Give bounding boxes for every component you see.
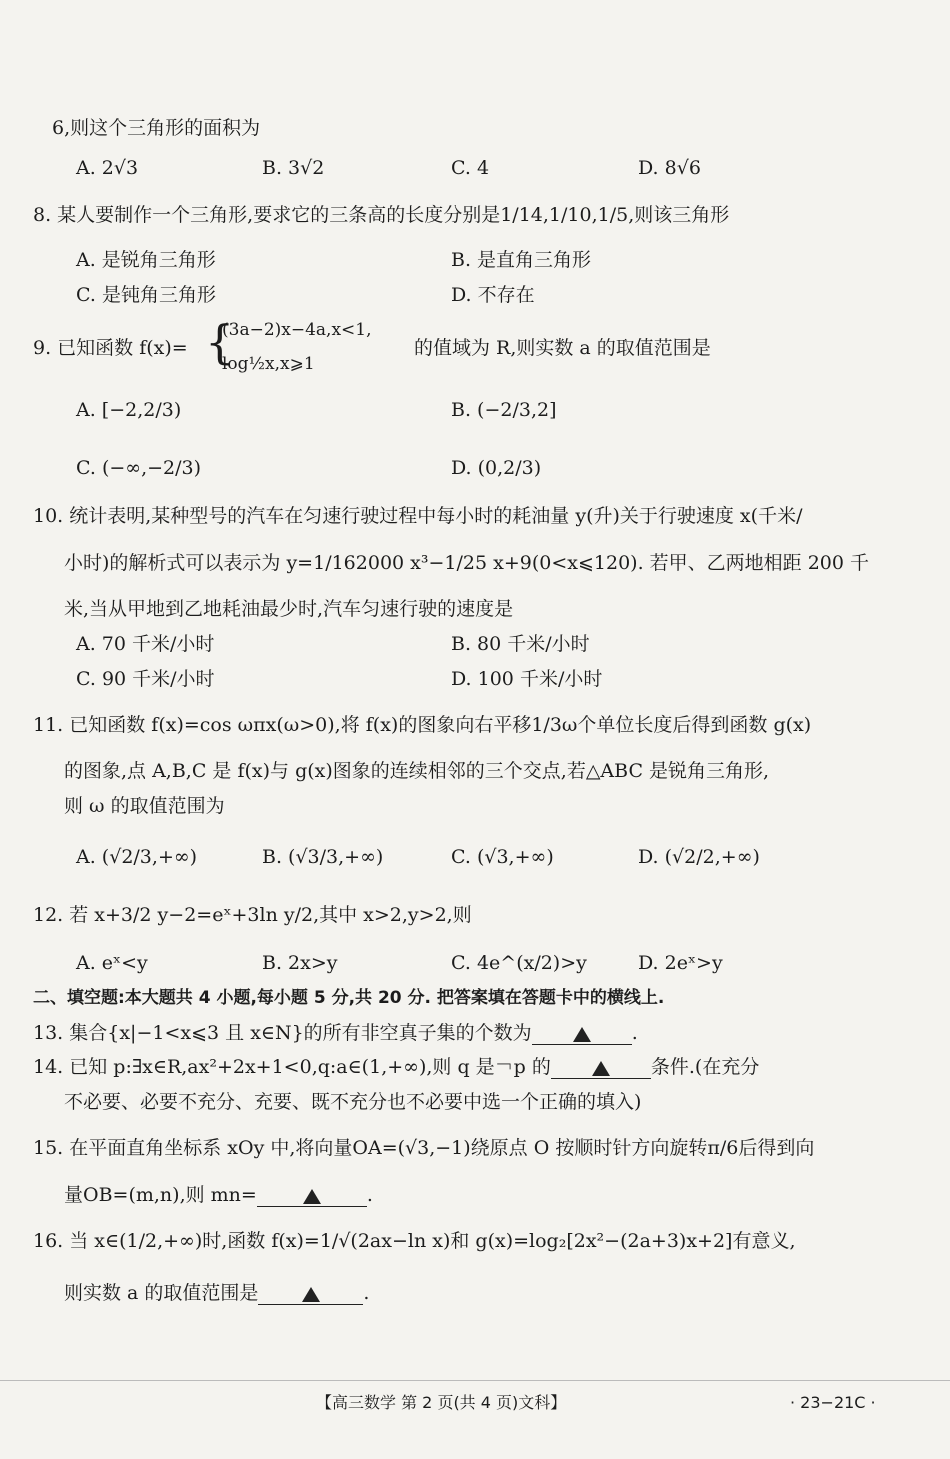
q14-line-1: [33, 1055, 759, 1079]
q15-prefix: 量OB=(m,n),则 mn=: [64, 1184, 257, 1206]
q7-tail-text: 6,则这个三角形的面积为: [52, 117, 261, 139]
q8-option-a: A. 是锐角三角形: [76, 249, 216, 271]
q15-answer-blank: [257, 1186, 367, 1207]
q7-option-a: A. 2√3: [76, 157, 139, 179]
q10-option-b: B. 80 千米/小时: [451, 633, 590, 655]
q14-answer-blank: [551, 1058, 651, 1079]
triangle-icon: [573, 1027, 591, 1042]
q14-prefix: 14. 已知 p:∃x∈R,ax²+2x+1<0,q:a∈(1,+∞),则 q 是￢p 的: [33, 1056, 551, 1078]
q14-suffix: 条件.(在充分: [650, 1056, 760, 1078]
triangle-icon: [303, 1189, 321, 1204]
q14-line-2: 不必要、必要不充分、充要、既不充分也不必要中选一个正确的填入): [64, 1091, 642, 1113]
q9-piece-1: (3a−2)x−4a,x<1,: [222, 320, 372, 340]
q11-line-1: 11. 已知函数 f(x)=cos ωπx(ω>0),将 f(x)的图象向右平移1/3ω个单位长度后得到函数 g(x): [33, 714, 812, 736]
q11-option-a: A. (√2/3,+∞): [76, 846, 198, 868]
q10-line-2: 小时)的解析式可以表示为 y=1/162000 x³−1/25 x+9(0<x⩽120). 若甲、乙两地相距 200 千: [64, 552, 870, 574]
q13-suffix: .: [631, 1022, 638, 1044]
q12-option-a: A. eˣ<y: [76, 952, 148, 974]
q15-suffix: .: [366, 1184, 373, 1206]
triangle-icon: [592, 1061, 610, 1076]
q12-stem: 12. 若 x+3/2 y−2=eˣ+3ln y/2,其中 x>2,y>2,则: [33, 904, 472, 926]
q9-option-d: D. (0,2/3): [451, 457, 542, 479]
q8-stem: 8. 某人要制作一个三角形,要求它的三条高的长度分别是1/14,1/10,1/5,则该三角形: [33, 204, 730, 226]
q16-line-2: [64, 1281, 369, 1305]
q11-line-2: 的图象,点 A,B,C 是 f(x)与 g(x)图象的连续相邻的三个交点,若△ABC 是锐角三角形,: [64, 760, 770, 782]
q10-option-d: D. 100 千米/小时: [451, 668, 603, 690]
q11-option-c: C. (√3,+∞): [451, 846, 554, 868]
q9-piece-2: log½x,x⩾1: [222, 354, 315, 374]
q8-option-d: D. 不存在: [451, 284, 535, 306]
q11-line-3: 则 ω 的取值范围为: [64, 795, 225, 817]
q10-line-3: 米,当从甲地到乙地耗油最少时,汽车匀速行驶的速度是: [64, 598, 514, 620]
q10-line-1: 10. 统计表明,某种型号的汽车在匀速行驶过程中每小时的耗油量 y(升)关于行驶速度 x(千米/: [33, 505, 803, 527]
q13-prefix: 13. 集合{x|−1<x⩽3 且 x∈N}的所有非空真子集的个数为: [33, 1022, 532, 1044]
q9-stem-prefix: 9. 已知函数 f(x)=: [33, 337, 188, 359]
q9-stem-suffix: 的值域为 R,则实数 a 的取值范围是: [414, 337, 711, 359]
q7-option-b: B. 3√2: [262, 157, 325, 179]
q7-option-c: C. 4: [451, 157, 490, 179]
q16-suffix: .: [363, 1282, 370, 1304]
q7-option-d: D. 8√6: [638, 157, 701, 179]
q9-option-a: A. [−2,2/3): [76, 399, 182, 421]
triangle-icon: [302, 1287, 320, 1302]
q10-option-a: A. 70 千米/小时: [76, 633, 215, 655]
q11-option-d: D. (√2/2,+∞): [638, 846, 760, 868]
q13-answer-blank: [532, 1024, 632, 1045]
q8-option-c: C. 是钝角三角形: [76, 284, 216, 306]
footer-page-info: 【高三数学 第 2 页(共 4 页)文科】: [316, 1393, 567, 1412]
q15-line-1: 15. 在平面直角坐标系 xOy 中,将向量OA=(√3,−1)绕原点 O 按顺时针方向旋转π/6后得到向: [33, 1137, 815, 1159]
q9-brace: {: [205, 315, 235, 369]
q8-option-b: B. 是直角三角形: [451, 249, 592, 271]
footer-divider: [0, 1380, 950, 1381]
q12-option-b: B. 2x>y: [262, 952, 338, 974]
section-2-heading: 二、填空题:本大题共 4 小题,每小题 5 分,共 20 分. 把答案填在答题卡中的横线上.: [33, 988, 665, 1008]
q9-option-c: C. (−∞,−2/3): [76, 457, 202, 479]
q16-prefix: 则实数 a 的取值范围是: [64, 1282, 259, 1304]
q15-line-2: [64, 1183, 373, 1207]
q10-option-c: C. 90 千米/小时: [76, 668, 215, 690]
q9-option-b: B. (−2/3,2]: [451, 399, 557, 421]
q16-line-1: 16. 当 x∈(1/2,+∞)时,函数 f(x)=1/√(2ax−ln x)和 g(x)=log₂[2x²−(2a+3)x+2]有意义,: [33, 1230, 796, 1252]
q16-answer-blank: [258, 1284, 363, 1305]
q12-option-c: C. 4e^(x/2)>y: [451, 952, 587, 974]
q13-line: [33, 1021, 638, 1045]
q12-option-d: D. 2eˣ>y: [638, 952, 723, 974]
footer-code: · 23−21C ·: [790, 1393, 876, 1412]
q11-option-b: B. (√3/3,+∞): [262, 846, 384, 868]
